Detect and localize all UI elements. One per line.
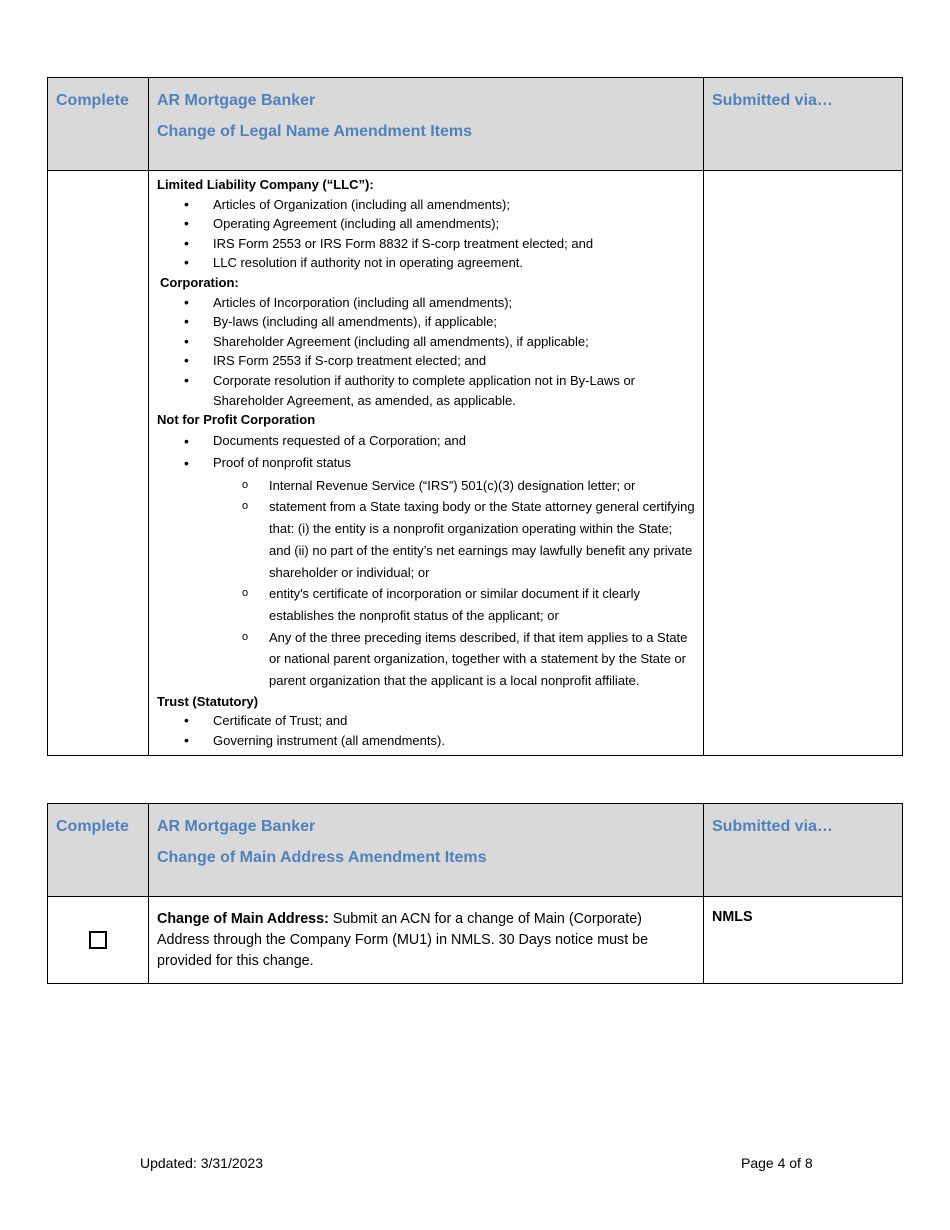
main-address-amendment-table (47, 803, 903, 984)
submitted-header-label: Submitted via… (712, 818, 833, 835)
list-item: • Operating Agreement (including all amendments); (157, 214, 695, 234)
nonprofit-proof-list (157, 475, 695, 692)
list-item: • By-laws (including all amendments), if applicable; (157, 312, 695, 332)
list-item: • IRS Form 2553 or IRS Form 8832 if S-corp treatment elected; and (157, 234, 695, 254)
complete-header (48, 804, 149, 897)
submitted-header-label: Submitted via… (712, 92, 833, 109)
list-item: • Certificate of Trust; and (157, 711, 695, 731)
table-row (48, 897, 903, 984)
list-item: • Articles of Organization (including all amendments); (157, 195, 695, 215)
requirement-cell (149, 897, 704, 984)
nonprofit-list (157, 430, 695, 475)
submitted-value: NMLS (712, 909, 753, 925)
list-item: • Articles of Incorporation (including all amendments); (157, 293, 695, 313)
list-item: • Proof of nonprofit status (157, 452, 695, 475)
list-item: • LLC resolution if authority not in operating agreement. (157, 253, 695, 273)
requirements-cell (149, 171, 704, 756)
list-item: o Internal Revenue Service (“IRS”) 501(c)(3) designation letter; or (157, 475, 695, 497)
complete-cell (48, 897, 149, 984)
llc-list (157, 195, 695, 273)
list-item: • Shareholder Agreement (including all amendments), if applicable; (157, 332, 695, 352)
title-header (149, 804, 704, 897)
table-header-row (48, 804, 903, 897)
list-item: o Any of the three preceding items described, if that item applies to a State or national parent organization, together with a statement by the State or parent organization that the applicant is a local nonprofit affiliate. (157, 627, 695, 692)
list-item: • Documents requested of a Corporation; and (157, 430, 695, 453)
title-line-2: Change of Legal Name Amendment Items (157, 123, 473, 140)
requirement-label: Change of Main Address: (157, 911, 329, 927)
title-line-1: AR Mortgage Banker (157, 92, 316, 109)
complete-checkbox[interactable] (89, 931, 107, 949)
table-header-row (48, 78, 903, 171)
list-item: o statement from a State taxing body or the State attorney general certifying that: (i) the entity is a nonprofit organization operating within the State; and (ii) no part of the entity’s net earnings may lawfully benefit any private shareholder or individual; or (157, 496, 695, 583)
submitted-header (704, 804, 903, 897)
complete-header-label: Complete (56, 818, 129, 835)
complete-cell (48, 171, 149, 756)
title-header (149, 78, 704, 171)
table-row (48, 171, 903, 756)
legal-name-amendment-table (47, 77, 903, 756)
list-item: • Governing instrument (all amendments). (157, 731, 695, 751)
complete-header (48, 78, 149, 171)
page-number: Page 4 of 8 (741, 1155, 813, 1171)
trust-list (157, 711, 695, 750)
corporation-heading: Corporation: (160, 274, 239, 290)
title-line-2: Change of Main Address Amendment Items (157, 849, 487, 866)
submitted-cell (704, 171, 903, 756)
submitted-cell (704, 897, 903, 984)
requirement-text: Submit an ACN for a change of Main (Corporate) Address through the Company Form (MU1) in NMLS. 30 Days notice must be provided for this change. (157, 911, 649, 969)
llc-heading: Limited Liability Company (“LLC”): (157, 177, 374, 192)
nonprofit-heading: Not for Profit Corporation (157, 412, 316, 428)
list-item: • Corporate resolution if authority to complete application not in By-Laws or Shareholder Agreement, as amended, as applicable. (157, 371, 695, 410)
updated-date: Updated: 3/31/2023 (140, 1155, 263, 1171)
list-item: o entity's certificate of incorporation or similar document if it clearly establishes the nonprofit status of the applicant; or (157, 583, 695, 626)
title-line-1: AR Mortgage Banker (157, 818, 316, 835)
submitted-header (704, 78, 903, 171)
complete-header-label: Complete (56, 92, 129, 109)
trust-heading: Trust (Statutory) (157, 693, 259, 709)
list-item: • IRS Form 2553 if S-corp treatment elected; and (157, 351, 695, 371)
corporation-list (157, 293, 695, 411)
